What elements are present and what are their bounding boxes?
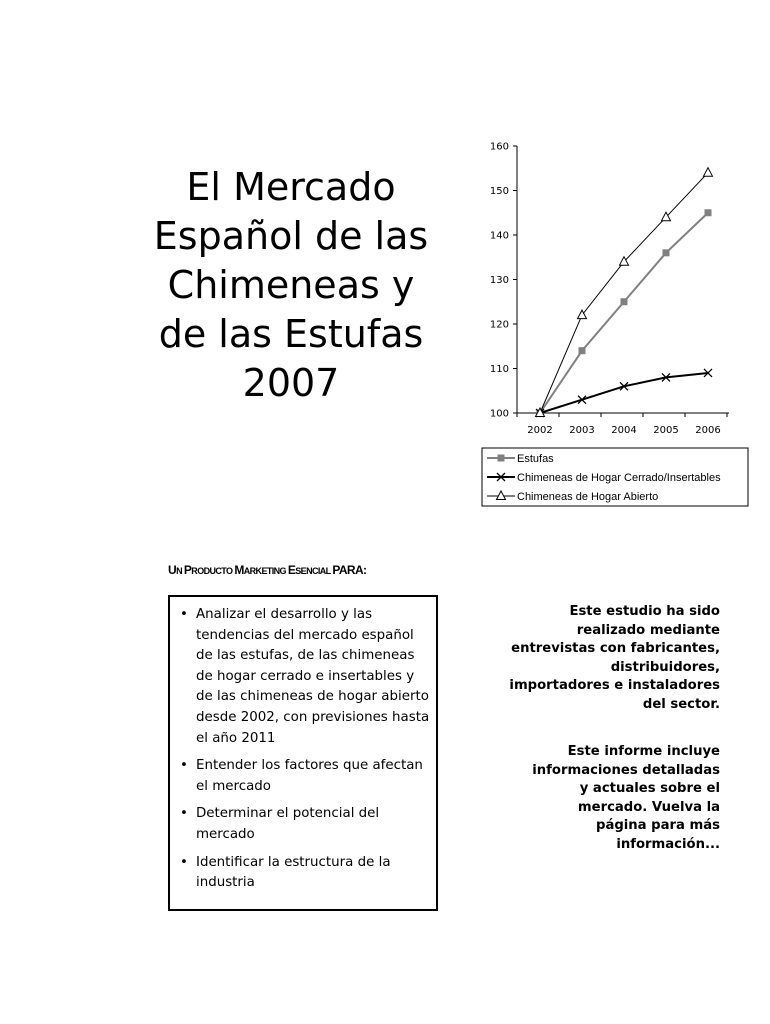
section-heading	[168, 563, 366, 577]
data-point	[663, 249, 670, 256]
text-line: mercado. Vuelva la	[577, 799, 720, 815]
title-line: El Mercado	[186, 165, 396, 209]
series-line-0	[540, 213, 708, 413]
y-tick-label: 140	[489, 230, 509, 242]
x-tick-label: 2004	[611, 425, 637, 436]
x-tick-label: 2003	[569, 425, 595, 436]
series-line-1	[540, 373, 708, 413]
data-point	[621, 298, 628, 305]
list-item: • Analizar el desarrollo y las tendencias del mercado español de las estufas, de las chimeneas de hogar cerrado e insertables y de las chimeneas de hogar abierto desde 2002, con previsiones hasta el año 2011	[178, 605, 430, 749]
data-point	[705, 209, 712, 216]
data-point	[704, 168, 713, 177]
text-line: Este estudio ha sido	[569, 604, 720, 619]
legend-label: Estufas	[517, 453, 554, 465]
heading-cap: E	[287, 563, 296, 577]
list-item: • Determinar el potencial del mercado	[178, 804, 430, 845]
text-line: realizado mediante	[576, 622, 720, 638]
text-line: entrevistas con fabricantes,	[511, 641, 720, 656]
purpose-box	[168, 595, 438, 911]
x-tick-label: 2006	[695, 425, 721, 436]
heading-cap: PARA:	[332, 563, 367, 577]
report-title	[130, 163, 452, 408]
title-line: Español de las	[153, 214, 429, 258]
title-line: 2007	[242, 361, 340, 405]
y-tick-label: 160	[489, 141, 509, 153]
text-line: Este informe incluye	[567, 744, 720, 759]
list-item: • Entender los factores que afectan el mercado	[178, 756, 430, 797]
list-item: • Identificar la estructura de la industria	[178, 853, 430, 894]
legend-marker	[498, 455, 505, 462]
text-line: informaciones detalladas	[532, 762, 720, 778]
heading-rest: SENCIAL	[295, 566, 333, 576]
title-line: de las Estufas	[158, 312, 424, 356]
y-tick-label: 110	[489, 364, 509, 375]
heading-cap: U	[168, 563, 177, 577]
heading-cap: P	[183, 563, 192, 577]
text-line: y actuales sobre el	[579, 781, 720, 796]
text-line: distribuidores,	[610, 659, 720, 675]
y-tick-label: 120	[489, 319, 509, 331]
heading-cap: M	[234, 563, 244, 577]
title-line: Chimeneas y	[167, 263, 415, 307]
heading-rest: ARKETING	[243, 566, 288, 576]
text-line: del sector.	[642, 696, 720, 712]
y-tick-label: 100	[489, 408, 509, 420]
study-method-text	[480, 603, 720, 714]
text-line: importadores e instaladores	[509, 678, 720, 693]
market-trend-chart	[476, 136, 752, 512]
x-tick-label: 2005	[653, 425, 679, 436]
y-tick-label: 150	[489, 186, 509, 197]
heading-rest: N	[176, 566, 184, 576]
text-line: página para más	[596, 818, 720, 833]
legend-label: Chimeneas de Hogar Cerrado/Insertables	[517, 472, 721, 484]
legend-label: Chimeneas de Hogar Abierto	[517, 491, 659, 503]
data-point	[579, 347, 586, 354]
x-tick-label: 2002	[527, 425, 553, 436]
heading-rest: RODUCTO	[191, 566, 235, 576]
report-contents-text	[480, 743, 720, 854]
text-line: información...	[616, 836, 720, 852]
purpose-list	[178, 605, 430, 894]
y-tick-label: 130	[489, 275, 509, 286]
